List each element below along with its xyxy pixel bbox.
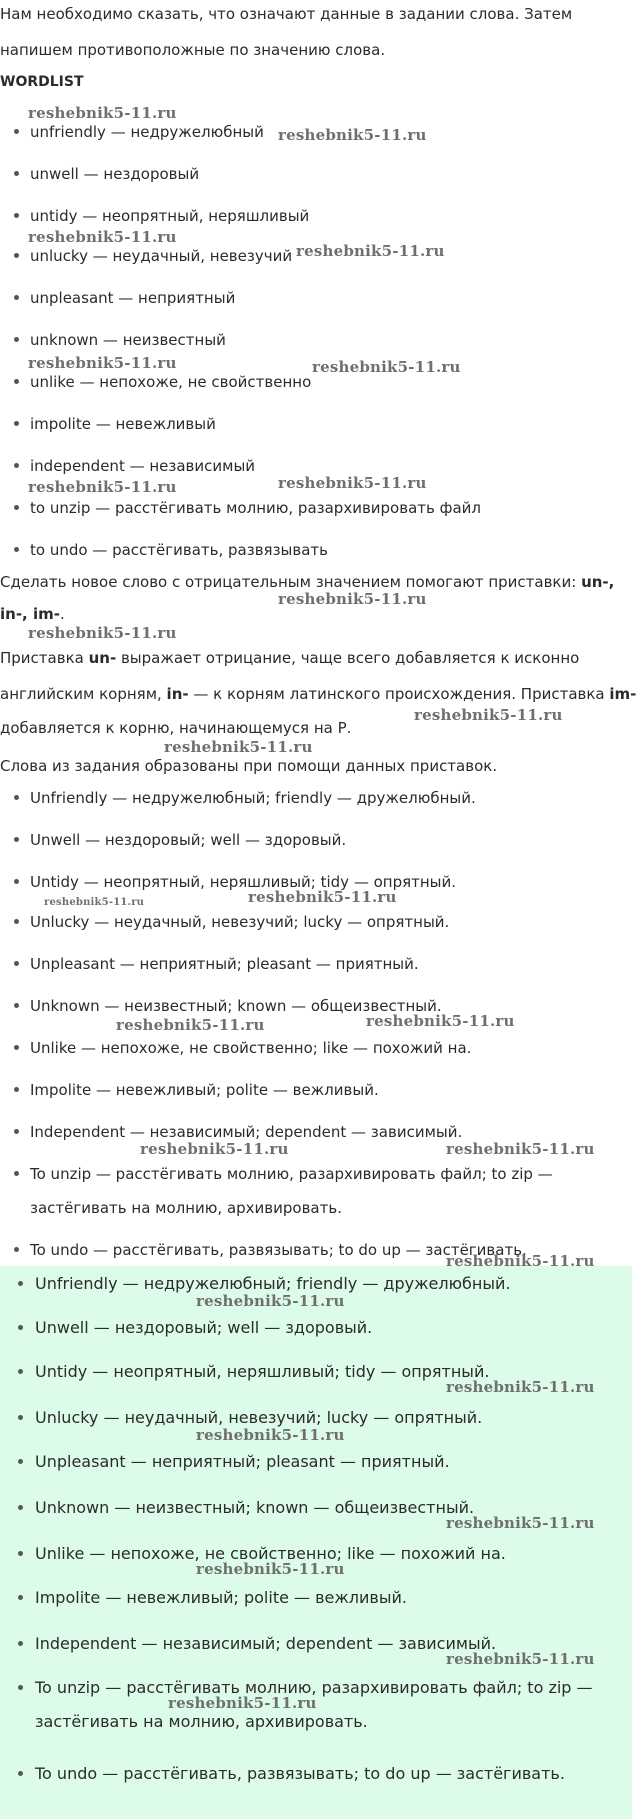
bullet-icon xyxy=(14,1087,19,1092)
watermark: reshebnik5-11.ru xyxy=(28,478,177,496)
pair-item: To undo — расстёгивать, развязывать; to do up — застёгивать. xyxy=(14,1240,527,1260)
watermark: reshebnik5-11.ru xyxy=(312,358,461,376)
wordlist-item: untidy — неопрятный, неряшливый xyxy=(14,206,309,226)
bullet-icon xyxy=(18,1641,23,1646)
wordlist-item: impolite — невежливый xyxy=(14,414,216,434)
intro-line-2: напишем противоположные по значению слова. xyxy=(0,41,386,59)
bullet-icon xyxy=(14,295,19,300)
bullet-icon xyxy=(18,1505,23,1510)
bullet-icon xyxy=(18,1281,23,1286)
bullet-icon xyxy=(14,1247,19,1252)
wordlist-item: unfriendly — недружелюбный xyxy=(14,122,264,142)
bullet-icon xyxy=(14,1045,19,1050)
bullet-icon xyxy=(14,463,19,468)
bullet-icon xyxy=(18,1459,23,1464)
watermark: reshebnik5-11.ru xyxy=(446,1514,595,1532)
pair-item: Unfriendly — недружелюбный; friendly — дружелюбный. xyxy=(14,788,476,808)
pair-item: Unknown — неизвестный; known — общеизвестный. xyxy=(14,996,442,1016)
pair-item: Unlucky — неудачный, невезучий; lucky — опрятный. xyxy=(14,912,449,932)
watermark: reshebnik5-11.ru xyxy=(196,1560,345,1578)
pair-item: Independent — независимый; dependent — зависимый. xyxy=(14,1122,462,1142)
answer-item: Unlike — непохоже, не свойственно; like — похожий на. xyxy=(18,1544,506,1564)
watermark: reshebnik5-11.ru xyxy=(28,228,177,246)
prefix-line-2: in-, im-. xyxy=(0,605,65,623)
bullet-icon xyxy=(14,837,19,842)
bullet-icon xyxy=(14,1171,19,1176)
watermark: reshebnik5-11.ru xyxy=(44,897,145,908)
wordlist-item: to unzip — расстёгивать молнию, разархивировать файл xyxy=(14,498,481,518)
wordlist-item: to undo — расстёгивать, развязывать xyxy=(14,540,328,560)
answer-item: Unlucky — неудачный, невезучий; lucky — опрятный. xyxy=(18,1408,482,1428)
formed-line: Слова из задания образованы при помощи данных приставок. xyxy=(0,757,498,775)
bullet-icon xyxy=(14,879,19,884)
answer-item: Untidy — неопрятный, неряшливый; tidy — опрятный. xyxy=(18,1362,489,1382)
pair-item: Impolite — невежливый; polite — вежливый. xyxy=(14,1080,379,1100)
explain-line-2: английским корням, in- — к корням латинского происхождения. Приставка im- xyxy=(0,685,636,703)
watermark: reshebnik5-11.ru xyxy=(296,242,445,260)
answer-item: To unzip — расстёгивать молнию, разархивировать файл; to zip — xyxy=(18,1678,593,1698)
bullet-icon xyxy=(18,1325,23,1330)
answer-item: Unfriendly — недружелюбный; friendly — дружелюбный. xyxy=(18,1274,510,1294)
wordlist-item: unlike — непохоже, не свойственно xyxy=(14,372,311,392)
watermark: reshebnik5-11.ru xyxy=(414,706,563,724)
watermark: reshebnik5-11.ru xyxy=(116,1016,265,1034)
bullet-icon xyxy=(14,379,19,384)
bullet-icon xyxy=(18,1415,23,1420)
answer-item: Impolite — невежливый; polite — вежливый. xyxy=(18,1588,407,1608)
wordlist-heading: WORDLIST xyxy=(0,74,84,90)
bullet-icon xyxy=(14,795,19,800)
watermark: reshebnik5-11.ru xyxy=(196,1292,345,1310)
watermark: reshebnik5-11.ru xyxy=(278,474,427,492)
answer-item: Unwell — нездоровый; well — здоровый. xyxy=(18,1318,372,1338)
wordlist-item: unlucky — неудачный, невезучий xyxy=(14,246,292,266)
pair-item: To unzip — расстёгивать молнию, разархивировать файл; to zip — xyxy=(14,1164,553,1184)
prefix-line-1: Сделать новое слово с отрицательным значением помогают приставки: un-, xyxy=(0,573,615,591)
wordlist-item: unpleasant — неприятный xyxy=(14,288,235,308)
answer-item: Unknown — неизвестный; known — общеизвестный. xyxy=(18,1498,474,1518)
bullet-icon xyxy=(14,919,19,924)
explain-line-1: Приставка un- выражает отрицание, чаще всего добавляется к исконно xyxy=(0,649,580,667)
bullet-icon xyxy=(14,961,19,966)
bullet-icon xyxy=(14,129,19,134)
pair-item: Untidy — неопрятный, неряшливый; tidy — опрятный. xyxy=(14,872,456,892)
watermark: reshebnik5-11.ru xyxy=(140,1140,289,1158)
watermark: reshebnik5-11.ru xyxy=(196,1426,345,1444)
watermark: reshebnik5-11.ru xyxy=(28,354,177,372)
bullet-icon xyxy=(14,1003,19,1008)
pair-item: Unlike — непохоже, не свойственно; like — похожий на. xyxy=(14,1038,471,1058)
watermark: reshebnik5-11.ru xyxy=(446,1650,595,1668)
watermark: reshebnik5-11.ru xyxy=(278,126,427,144)
explain-line-3: добавляется к корню, начинающемуся на Р. xyxy=(0,719,352,737)
bullet-icon xyxy=(14,421,19,426)
intro-line-1: Нам необходимо сказать, что означают данные в задании слова. Затем xyxy=(0,5,573,23)
bullet-icon xyxy=(14,337,19,342)
watermark: reshebnik5-11.ru xyxy=(446,1252,595,1270)
watermark: reshebnik5-11.ru xyxy=(28,104,177,122)
bullet-icon xyxy=(14,253,19,258)
bullet-icon xyxy=(18,1685,23,1690)
answer-item: To undo — расстёгивать, развязывать; to do up — застёгивать. xyxy=(18,1764,565,1784)
pair-item: Unwell — нездоровый; well — здоровый. xyxy=(14,830,346,850)
watermark: reshebnik5-11.ru xyxy=(28,624,177,642)
watermark: reshebnik5-11.ru xyxy=(366,1012,515,1030)
pair-item-continued: застёгивать на молнию, архивировать. xyxy=(30,1199,342,1217)
bullet-icon xyxy=(18,1595,23,1600)
bullet-icon xyxy=(14,213,19,218)
bullet-icon xyxy=(18,1369,23,1374)
bullet-icon xyxy=(18,1551,23,1556)
bullet-icon xyxy=(14,505,19,510)
watermark: reshebnik5-11.ru xyxy=(446,1140,595,1158)
bullet-icon xyxy=(14,547,19,552)
bullet-icon xyxy=(14,1129,19,1134)
watermark: reshebnik5-11.ru xyxy=(446,1378,595,1396)
answer-item: Unpleasant — неприятный; pleasant — приятный. xyxy=(18,1452,450,1472)
bullet-icon xyxy=(18,1771,23,1776)
answer-item-continued: застёгивать на молнию, архивировать. xyxy=(35,1712,368,1731)
watermark: reshebnik5-11.ru xyxy=(278,590,427,608)
wordlist-item: independent — независимый xyxy=(14,456,255,476)
watermark: reshebnik5-11.ru xyxy=(248,888,397,906)
watermark: reshebnik5-11.ru xyxy=(168,1694,317,1712)
pair-item: Unpleasant — неприятный; pleasant — приятный. xyxy=(14,954,419,974)
bullet-icon xyxy=(14,171,19,176)
wordlist-item: unknown — неизвестный xyxy=(14,330,226,350)
answer-box xyxy=(0,1266,632,1819)
watermark: reshebnik5-11.ru xyxy=(164,738,313,756)
answer-item: Independent — независимый; dependent — зависимый. xyxy=(18,1634,496,1654)
wordlist-item: unwell — нездоровый xyxy=(14,164,199,184)
